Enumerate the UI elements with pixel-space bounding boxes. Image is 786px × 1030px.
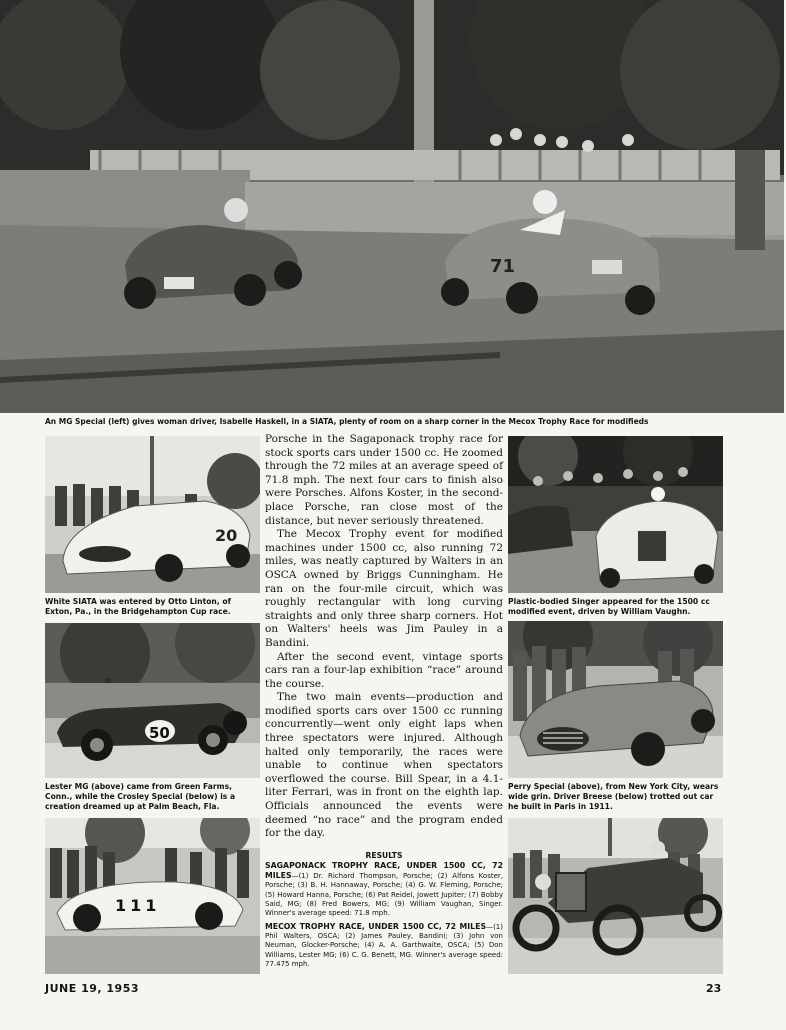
lester-mg-photo <box>45 623 260 778</box>
car-number-top-siata: 71 <box>490 256 516 277</box>
siata-photo <box>45 436 260 593</box>
breese-vintage-car-photo <box>508 818 723 974</box>
car-number-white-siata: 20 <box>215 526 238 545</box>
car-number-lester: 50 <box>149 724 170 742</box>
results-race-title: SAGAPONACK TROPHY RACE, UNDER 1500 CC, 72 MILES <box>265 861 503 881</box>
article-paragraph: The Mecox Trophy event for modified machines under 1500 cc, also running 72 miles, was neatly captured by Walters in an OSCA owned by Briggs Cunningham. He ran on the four-mile circuit, which was roughly rectangular with long curving straights and only three sharp corners. Hot on Walters' heels was Jim Pauley in a Bandini. <box>265 528 503 649</box>
crosley-special-photo <box>45 818 260 974</box>
article-paragraph: After the second event, vintage sports cars ran a four-lap exhibition “race” around the course. <box>265 650 503 690</box>
article-body <box>265 433 503 841</box>
results-race-body: —(1) Phil Walters, OSCA; (2) James Pauley, Bandini; (3) John von Neuman, Glocker-Porsche; (4) A. A. Garthwaite, OSCA; (5) Don Williams, Lester MG; (6) C. G. Benett, MG. Winner's average speed: 77.475 mph. <box>265 923 503 968</box>
lester-caption: Lester MG (above) came from Green Farms, Conn., while the Crosley Special (below) is a creation dreamed up at Palm Beach, Fla. <box>45 782 236 811</box>
article-paragraph: Porsche in the Sagaponack trophy race for stock sports cars under 1500 cc. He zoomed through the 72 miles at an average speed of 71.8 mph. The next four cars to finish also were Porsches. Alfons Koster, in the second-place Porsche, ran close most of the distance, but never seriously threatened. <box>265 433 503 527</box>
top-race-photo <box>0 0 784 413</box>
singer-caption: Plastic-bodied Singer appeared for the 1500 cc modified event, driven by William Vaughn. <box>508 597 710 616</box>
top-photo-caption: An MG Special (left) gives woman driver, Isabelle Haskell, in a SIATA, plenty of room on a sharp corner in the Mecox Trophy Race for modifieds <box>45 417 649 426</box>
perry-special-photo <box>508 621 723 778</box>
results-heading: RESULTS <box>365 851 403 860</box>
results-race-title: MECOX TROPHY RACE, UNDER 1500 CC, 72 MILES <box>265 922 487 931</box>
results-sagaponack <box>265 861 503 918</box>
results-race-body: —(1) Dr. Richard Thompson, Porsche; (2) Alfons Koster, Porsche; (3) B. H. Hannaway, Porsche; (4) G. W. Fleming, Porsche; (5) Howard Hanna, Porsche; (6) Pat Reidel, Jowett Jupiter; (7) Bobby Said, MG; (8) Fred Bowers, MG; (9) William Vaughan, Singer. Winner's average speed: 71.8 mph. <box>265 872 503 918</box>
article-paragraph: The two main events—production and modified sports cars over 1500 cc running concurrently—went only eight laps when three spectators were injured. Although halted only temporarily, the races were unable to continue when spectators overflowed the course. Bill Spear, in a 4.1-liter Ferrari, was in front on the eighth lap. Officials announced the events were deemed “no race” and the program ended for the day. <box>265 691 503 840</box>
results-mecox <box>265 922 503 969</box>
car-number-crosley: 111 <box>115 896 161 915</box>
singer-photo <box>508 436 723 593</box>
siata-caption: White SIATA was entered by Otto Linton, of Exton, Pa., in the Bridgehampton Cup race. <box>45 597 231 616</box>
perry-caption: Perry Special (above), from New York City, wears wide grin. Driver Breese (below) trotted out car he built in Paris in 1911. <box>508 782 719 811</box>
page-number: 23 <box>706 982 722 995</box>
issue-date: JUNE 19, 1953 <box>45 982 140 995</box>
